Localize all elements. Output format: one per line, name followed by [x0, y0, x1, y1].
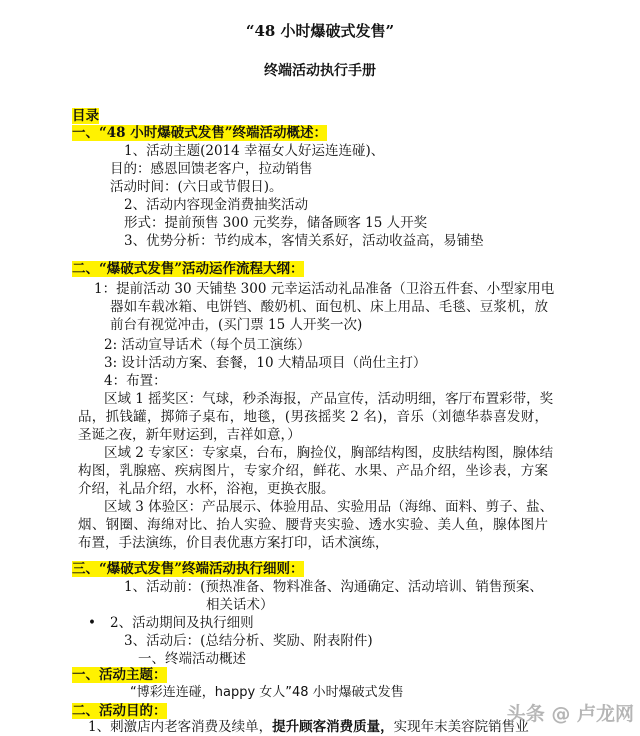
purpose-part-1: 1、刺激店内老客消费及续单，	[88, 719, 273, 735]
activity-theme-text: “博彩连连碰，happy 女人”48 小时爆破式发售	[130, 685, 404, 700]
section-heading-purpose: 二、活动目的：	[72, 703, 167, 719]
zone-1-line-1: 区域 1 摇奖区：气球，秒杀海报，产品宣传，活动明细，客厅布置彩带，奖	[104, 391, 554, 407]
section-heading-rules: 三、“爆破式发售”终端活动执行细则：	[72, 561, 304, 577]
list-bullet: •	[88, 615, 96, 631]
zone-2-line-2: 构图，乳腺癌、疾病图片，专家介绍，鲜花、水果、产品介绍，坐诊表，方案	[78, 463, 548, 479]
section-heading-theme: 一、活动主题：	[72, 667, 167, 683]
zone-3-line-3: 布置，手法演练，价目表优惠方案打印，话术演练，	[78, 535, 389, 551]
overview-item-theme: 1、活动主题(2014 幸福女人好运连连碰)、	[124, 143, 385, 159]
zone-1-line-2: 品，抓钱罐，掷筛子桌布，地毯，(男孩摇奖 2 名)，音乐（刘德华恭喜发财，	[78, 409, 548, 425]
process-item-1-cont: 器如车载冰箱、电饼铛、酸奶机、面包机、床上用品、毛毯、豆浆机，放	[110, 299, 548, 315]
process-item-2: 2: 活动宣导话术（每个员工演练）	[104, 337, 311, 353]
document-subtitle: 终端活动执行手册	[264, 63, 376, 79]
section-heading-overview: 一、“48 小时爆破式发售”终端活动概述：	[72, 125, 328, 141]
zone-2-line-3: 介绍，礼品介绍，水杯，浴袍，更换衣服。	[78, 481, 335, 497]
purpose-part-2: 提升顾客消费质量，	[272, 719, 394, 735]
rules-item-overview: 一、终端活动概述	[138, 651, 246, 667]
zone-3-line-2: 烟、钢圈、海绵对比、抬人实验、腰背夹实验、透水实验、美人鱼，腺体图片	[78, 517, 548, 533]
zone-1-line-3: 圣诞之夜，新年财运到，吉祥如意，）	[78, 427, 301, 443]
rules-item-after: 3、活动后：(总结分析、奖励、附表附件)	[124, 633, 373, 649]
zone-3-line-1: 区域 3 体验区：产品展示、体验用品、实验用品（海绵、面料、剪子、盐、	[104, 499, 554, 515]
watermark: 头条 @ 卢龙网	[506, 703, 634, 725]
process-item-1: 1：提前活动 30 天铺垫 300 元幸运活动礼品准备（卫浴五件套、小型家用电	[94, 281, 555, 297]
purpose-part-3: 实现年末美容院销售业	[393, 719, 529, 735]
process-item-1-end: 前台有视觉冲击，(买门票 15 人开奖一次)	[110, 317, 363, 333]
overview-item-form: 形式：提前预售 300 元奖券，储备顾客 15 人开奖	[124, 215, 428, 231]
rules-item-during: 2、活动期间及执行细则	[110, 615, 254, 631]
overview-item-time: 活动时间：(六日或节假日)。	[110, 179, 283, 195]
purpose-line-1	[88, 718, 529, 736]
overview-item-content: 2、活动内容现金消费抽奖活动	[124, 197, 309, 213]
toc-heading: 目录	[72, 108, 99, 124]
zone-2-line-1: 区域 2 专家区：专家桌，台布，胸捡仪，胸部结构图，皮肤结构图，腺体结	[104, 445, 554, 461]
process-item-3: 3: 设计活动方案、套餐，10 大精品项目（尚仕主打）	[104, 355, 427, 371]
rules-item-before: 1、活动前：(预热准备、物料准备、沟通确定、活动培训、销售预案、	[124, 579, 543, 595]
overview-item-advantages: 3、优势分析：节约成本，客情关系好，活动收益高，易铺垫	[124, 233, 484, 249]
overview-item-purpose: 目的：感恩回馈老客户，拉动销售	[110, 161, 313, 177]
process-item-4: 4：布置：	[104, 373, 167, 389]
document-title: “48 小时爆破式发售”	[245, 22, 395, 40]
rules-item-before-cont: 相关话术）	[206, 597, 274, 613]
section-heading-process: 二、“爆破式发售”活动运作流程大纲：	[72, 261, 304, 277]
